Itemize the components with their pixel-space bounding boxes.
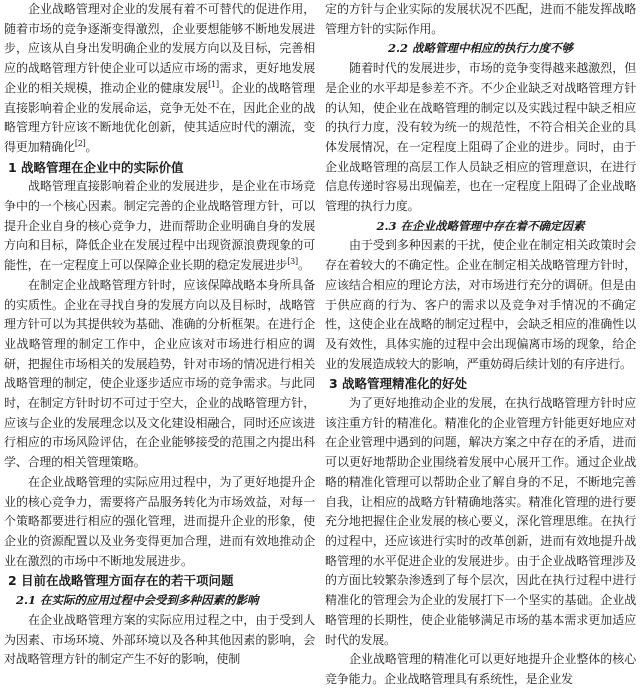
body-paragraph: 在制定企业战略管理方针时，应该保障战略本身所具备的实质性。企业在寻找自身的发展方向以及目标时，战略管理方针可以为其提供较为基础、准确的分析框架。在进行企业战略管理的制定工作中，企业应该对市场进行相应的调研，把握住市场相关的发展趋势，针对市场的情况进行相关战略管理的制定，使企业逐步适应市场的竞争需求。与此同时，在制定方针时切不可过于空大，企业的战略管理方针，应该与企业的发展理念以及文化建设相融合，同时还应该进行相应的市场风险评估，在企业能够接受的范围之内提出科学、合理的相关管理策略。 bbox=[4, 277, 315, 470]
subsection-heading-2-1: 2.1 在实际的应用过程中会受到多种因素的影响 bbox=[16, 593, 259, 608]
body-paragraph: 为了更好地推动企业的发展，在执行战略管理方针时应该注重方针的精准化。精准化的企业管理方针能更好地应对在企业管理中遇到的问题，解决方案之中存在的矛盾，进而可以更好地帮助企业围绕着发展中心展开工作。通过企业战略的精准化管理可以帮助企业了解自身的不足，不断地完善自我，让相应的战略方针精确地落实。精准化管理的进行要充分地把握住企业发展的核心要义，深化管理思维。在执行的过程中，还应该进行实时的改革创新，进而有效地提升战略管理的水平促进企业的发展进步。由于企业战略管理涉及的方面比较繁杂渗透到了每个层次，因此在执行过程中进行精准化的管理会为企业的发展打下一个坚实的基础。企业战略管理的长期性，使企业能够满足市场的基本需求更加适应时代的发展。 bbox=[325, 396, 636, 647]
section-heading-3: 3 战略管理精准化的好处 bbox=[329, 376, 468, 392]
right-column bbox=[325, 0, 636, 686]
subsection-heading-2-2: 2.2 战略管理中相应的执行力度不够 bbox=[387, 41, 573, 56]
subsection-heading-2-3: 2.3 在企业战略管理中存在着不确定因素 bbox=[376, 218, 585, 233]
citation-ref[interactable]: [2] bbox=[74, 138, 86, 148]
section-heading-2: 2 目前在战略管理方面存在的若干项问题 bbox=[8, 573, 234, 589]
body-paragraph: 在企业战略管理方案的实际应用过程之中，由于受到人为因素、市场环境、外部环境以及各种其他因素的影响，会对战略管理方针的制定产生不好的影响，使制 bbox=[4, 612, 315, 667]
section-heading-1: 1 战略管理在企业中的实际价值 bbox=[8, 159, 184, 175]
intro-paragraph: 企业战略管理对企业的发展有着不可替代的促进作用，随着市场的竞争逐渐变得激烈，企业要想能够不断地发展进步，应该从自身出发明确企业的发展方向以及目标，完善相应的战略管理方针使企业可以适应市场的需求，更好地发展企业的相关规模，推动企业的健康发展[1]。企业的战略管理直接影响着企业的发展命运，竞争无处不在，因此企业的战略管理方针应该不断地优化创新，使其适应时代的潮流，变得更加精确化[2]。 bbox=[4, 2, 315, 154]
citation-ref[interactable]: [3] bbox=[287, 257, 298, 267]
citation-ref[interactable]: [1] bbox=[208, 79, 219, 89]
body-paragraph: 在企业战略管理的实际应用过程中，为了更好地提升企业的核心竞争力，需要将产品服务转化为市场效益，对每一个策略都要进行相应的强化管理，进而提升企业的形象，使企业的资源配置以及业务变得更加合理，进而有效地推动企业在激烈的市场中不断地发展进步。 bbox=[4, 474, 315, 568]
body-paragraph-continued: 定的方针与企业实际的发展状况不匹配，进而不能发挥战略管理方针的实际作用。 bbox=[325, 2, 636, 36]
body-paragraph: 企业战略管理的精准化可以更好地提升企业整体的核心竞争能力。企业战略管理具有系统性，是企业发 bbox=[325, 652, 636, 686]
body-paragraph: 由于受到多种因素的干扰，使企业在制定相关政策时会存在着较大的不确定性。企业在制定相关战略管理方针时，应该结合相应的理论方法，对市场进行充分的调研。但是由于供应商的行为、客户的需求以及竞争对手情况的不确定性，这使企业在战略的制定过程中，会缺乏相应的准确性以及有效性，具体实施的过程中会出现偏离市场的现象，给企业的发展造成较大的影响，严重妨碍后续计划的有序进行。 bbox=[325, 238, 636, 371]
body-paragraph: 战略管理直接影响着企业的发展进步，是企业在市场竞争中的一个核心因素。制定完善的企业战略管理方针，可以提升企业自身的核心竞争力，进而帮助企业明确自身的发展方向和目标，降低企业在发展过程中出现资源浪费现象的可能性，在一定程度上可以保障企业长期的稳定发展进步[3]。 bbox=[4, 179, 315, 273]
body-paragraph: 随着时代的发展进步，市场的竞争变得越来越激烈，但是企业的水平却是参差不齐。不少企业缺乏对战略管理方针的认知，使企业在战略管理的制定以及实践过程中缺乏相应的执行力度，没有较为统一的规范性，不符合相关企业的具体发展情况，在一定程度上阻碍了企业的进步。同时，由于企业战略管理的高层工作人员缺乏相应的管理意识，在进行信息传递时容易出现偏差，也在一定程度上阻碍了企业战略管理的执行力度。 bbox=[325, 61, 636, 214]
left-column bbox=[4, 0, 315, 667]
